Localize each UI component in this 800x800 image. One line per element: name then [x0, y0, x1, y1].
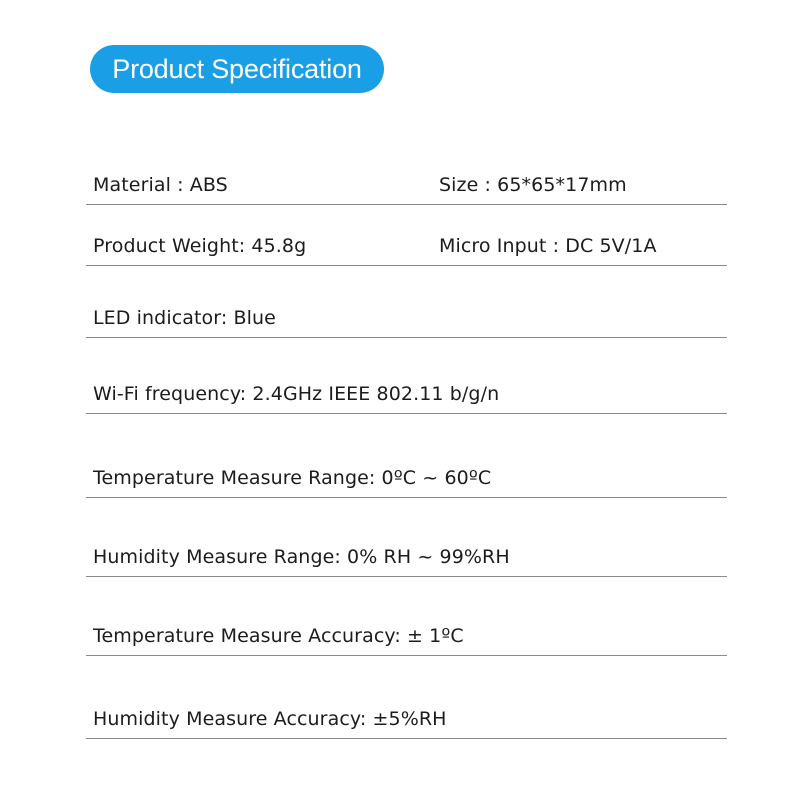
spec-row-material-size [86, 160, 727, 205]
spec-row-weight-input [86, 220, 727, 266]
spec-row-humidity-range [86, 525, 727, 577]
spec-size: Size : 65*65*17mm [439, 174, 627, 196]
spec-micro-input: Micro Input : DC 5V/1A [439, 235, 657, 257]
spec-humidity-range: Humidity Measure Range: 0% RH ~ 99%RH [93, 546, 510, 568]
spec-row-wifi [86, 360, 727, 414]
spec-weight: Product Weight: 45.8g [93, 235, 307, 257]
spec-temperature-accuracy: Temperature Measure Accuracy: ± 1ºC [93, 625, 464, 647]
spec-led-indicator: LED indicator: Blue [93, 307, 276, 329]
page-title: Product Specification [90, 45, 384, 93]
spec-row-humidity-accuracy [86, 685, 727, 739]
spec-humidity-accuracy: Humidity Measure Accuracy: ±5%RH [93, 708, 447, 730]
spec-material: Material : ABS [93, 174, 228, 196]
spec-row-led [86, 290, 727, 338]
spec-row-temp-accuracy [86, 605, 727, 656]
spec-row-temp-range [86, 445, 727, 498]
spec-wifi-frequency: Wi-Fi frequency: 2.4GHz IEEE 802.11 b/g/n [93, 383, 500, 405]
spec-temperature-range: Temperature Measure Range: 0ºC ~ 60ºC [93, 467, 492, 489]
